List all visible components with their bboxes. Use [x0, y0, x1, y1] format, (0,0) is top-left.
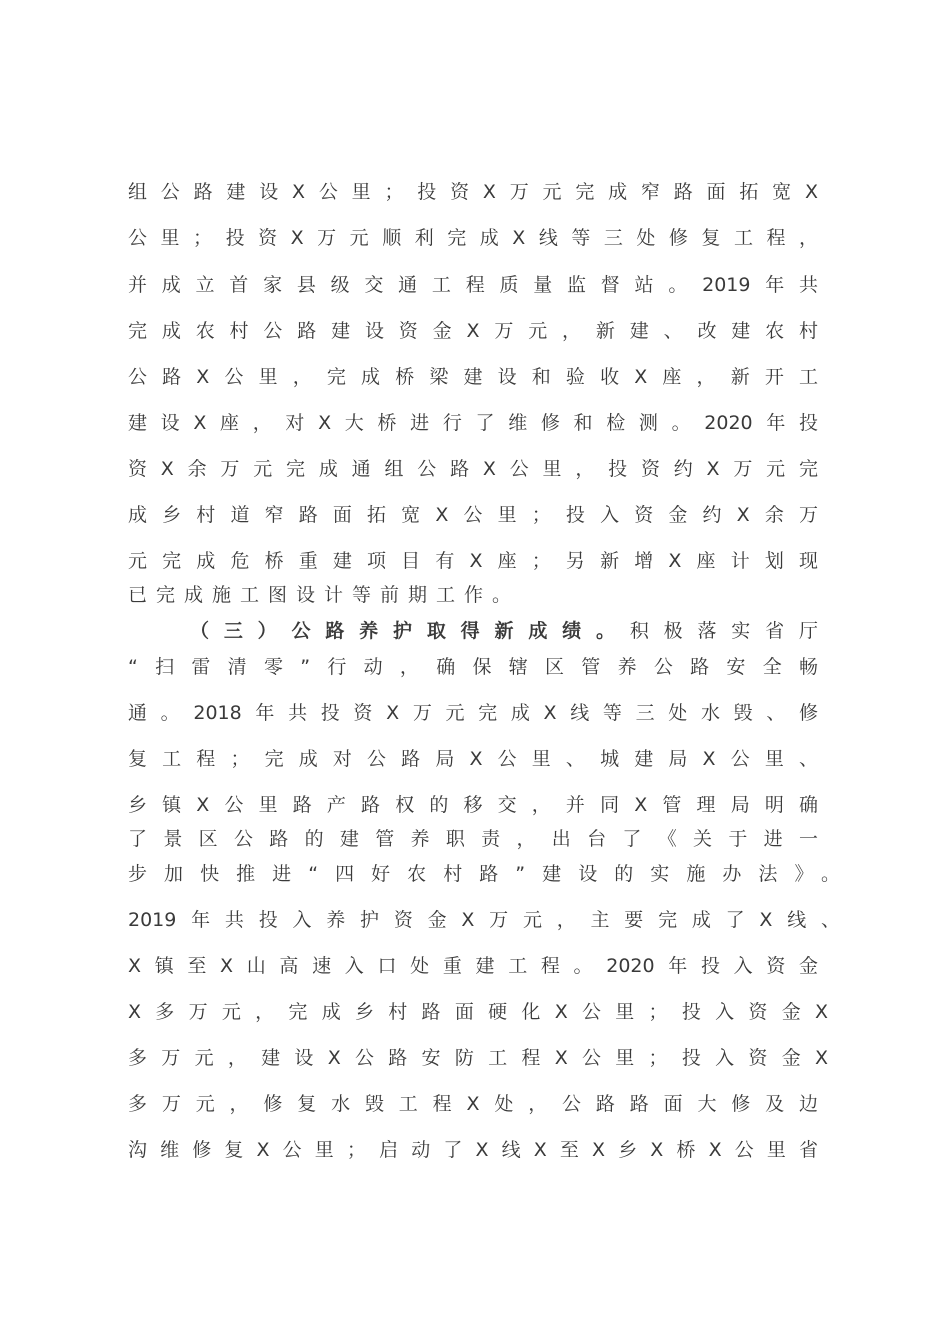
text-line: 多万元，建设X公路安防工程X公里；投入资金X [128, 1047, 828, 1069]
text-line: X镇至X山高速入口处重建工程。2020年投入资金 [128, 955, 818, 977]
text-line: 组公路建设X公里；投资X万元完成窄路面拓宽X [128, 181, 818, 203]
text-line: 乡镇X公里路产路权的移交，并同X管理局明确 [128, 794, 818, 816]
text-line: 已完成施工图设计等前期工作。 [128, 584, 521, 606]
text-line: 通。2018年共投资X万元完成X线等三处水毁、修 [128, 702, 818, 724]
section-heading: （三）公路养护取得新成绩。 [190, 620, 630, 642]
text-line: 了景区公路的建管养职责，出台了《关于进一 [128, 828, 818, 850]
text-line: 成乡村道窄路面拓宽X公里；投入资金约X余万 [128, 504, 818, 526]
text-line: 公里；投资X万元顺利完成X线等三处修复工程， [128, 227, 818, 249]
text-line: 完成农村公路建设资金X万元，新建、改建农村 [128, 320, 818, 342]
text-line: 建设X座，对X大桥进行了维修和检测。2020年投 [128, 412, 818, 434]
text-line: 多万元，修复水毁工程X处，公路路面大修及边 [128, 1093, 818, 1115]
text-line: X多万元，完成乡村路面硬化X公里；投入资金X [128, 1001, 828, 1023]
section-heading-tail: 积极落实省厅 [629, 620, 818, 642]
text-line: 并成立首家县级交通工程质量监督站。2019年共 [128, 274, 818, 296]
section-heading-line [190, 614, 818, 648]
text-line: 步加快推进“四好农村路”建设的实施办法》。 [128, 863, 840, 885]
text-line: 复工程；完成对公路局X公里、城建局X公里、 [128, 748, 818, 770]
text-line: 沟维修复X公里；启动了X线X至X乡X桥X公里省 [128, 1139, 818, 1161]
text-line: 公路X公里，完成桥梁建设和验收X座，新开工 [128, 366, 818, 388]
text-line: 资X余万元完成通组公路X公里，投资约X万元完 [128, 458, 818, 480]
text-line: 元完成危桥重建项目有X座；另新增X座计划现 [128, 550, 818, 572]
text-line: 2019年共投入养护资金X万元，主要完成了X线、 [128, 909, 840, 931]
text-line: “扫雷清零”行动，确保辖区管养公路安全畅 [128, 656, 818, 678]
